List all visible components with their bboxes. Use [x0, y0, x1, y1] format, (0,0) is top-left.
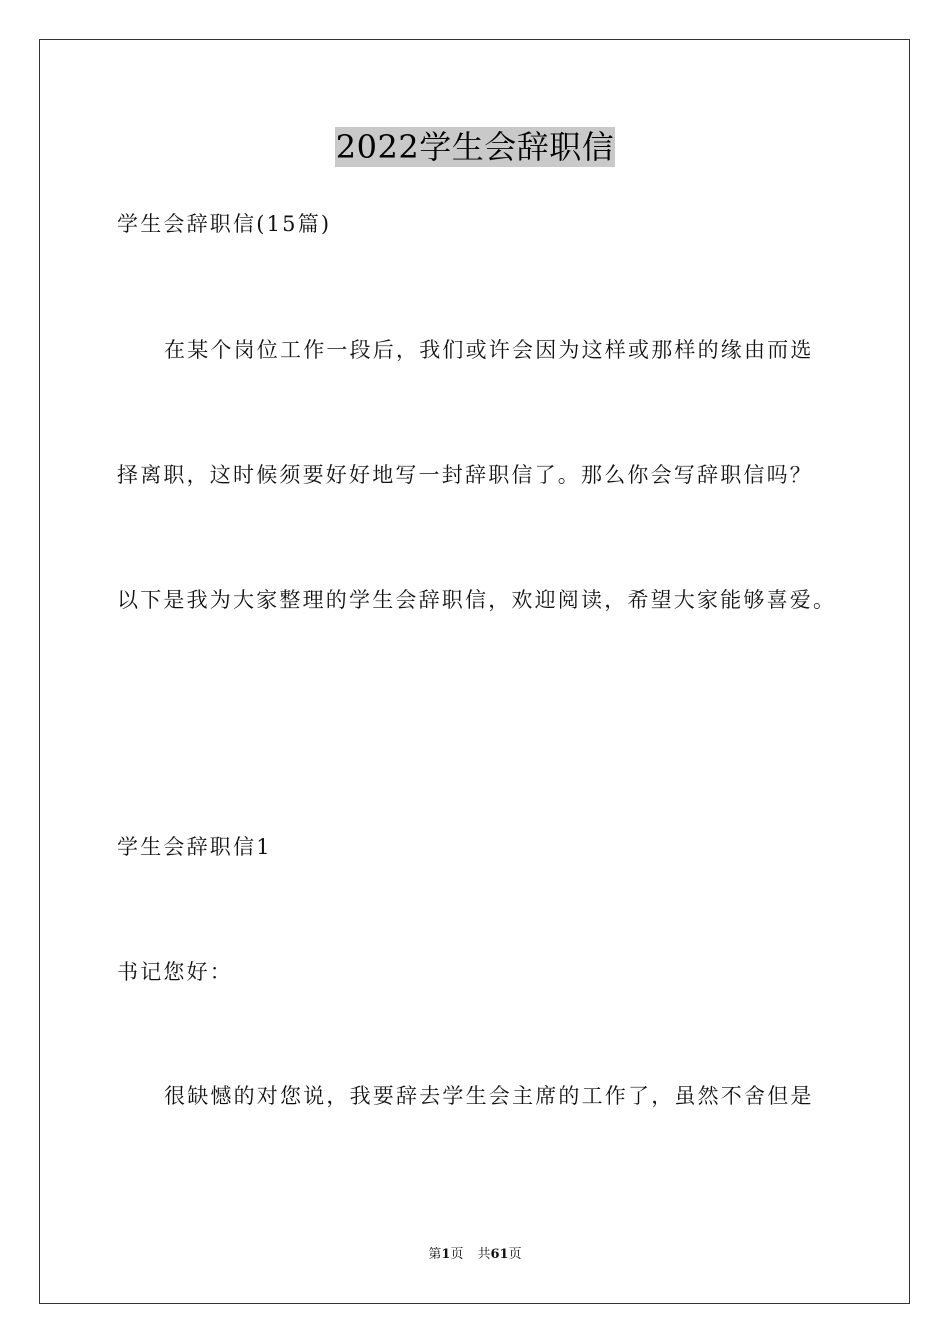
page-current: 1 [441, 1247, 451, 1262]
page-suffix: 页 [450, 1247, 464, 1262]
total-prefix: 共 [477, 1247, 491, 1262]
section-heading: 学生会辞职信1 [117, 835, 272, 859]
document-title: 2022学生会辞职信 [335, 128, 615, 166]
page-total: 61 [490, 1247, 509, 1262]
intro-line-1: 在某个岗位工作一段后，我们或许会因为这样或那样的缘由而选 [164, 338, 814, 362]
page-prefix: 第 [428, 1247, 442, 1262]
intro-line-3: 以下是我为大家整理的学生会辞职信，欢迎阅读，希望大家能够喜爱。 [117, 588, 837, 612]
total-suffix: 页 [508, 1247, 522, 1262]
intro-line-2: 择离职，这时候须要好好地写一封辞职信了。那么你会写辞职信吗？ [117, 463, 813, 487]
salutation: 书记您好： [117, 960, 233, 984]
body-line-1: 很缺憾的对您说，我要辞去学生会主席的工作了，虽然不舍但是 [164, 1084, 814, 1108]
document-subtitle: 学生会辞职信(15篇) [117, 212, 332, 236]
page-footer [0, 1246, 950, 1264]
title-container [0, 127, 950, 167]
